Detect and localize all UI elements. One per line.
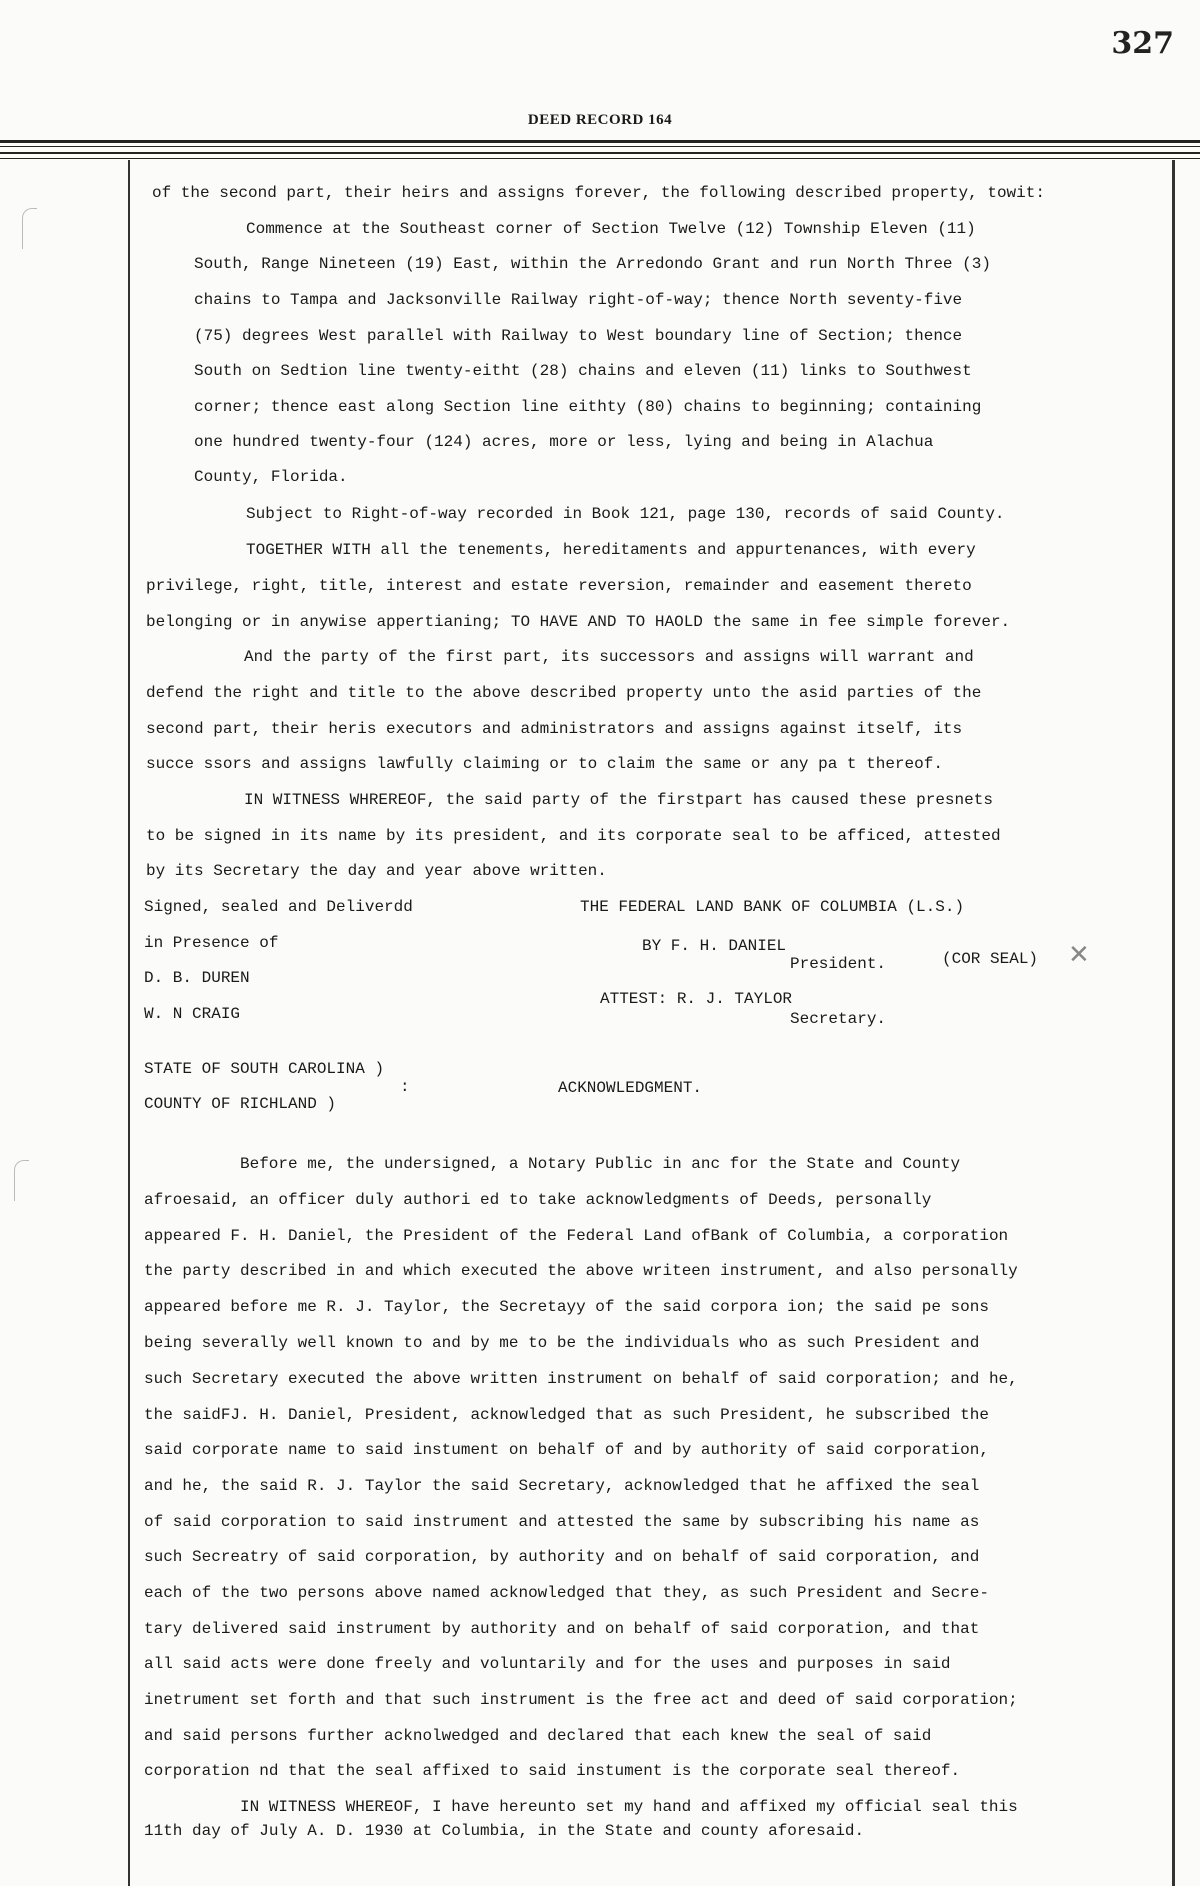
margin-bracket-mark <box>22 208 37 249</box>
header-rule <box>0 146 1200 147</box>
header-rule <box>0 152 1200 154</box>
acknowledgment-line: each of the two persons above named acknowledged that they, as such President and Secre- <box>144 1584 989 1602</box>
acknowledgment-line: afroesaid, an officer duly authori ed to take acknowledgments of Deeds, personally <box>144 1191 932 1209</box>
attest-line: ATTEST: R. J. TAYLOR <box>600 990 793 1008</box>
acknowledgment-line: inetrument set forth and that such instrument is the free act and deed of said corporation; <box>144 1691 1018 1709</box>
record-title: DEED RECORD 164 <box>527 112 673 128</box>
description-line: defend the right and title to the above described property unto the asid parties of the <box>146 684 982 702</box>
witness-name: W. N CRAIG <box>144 1005 241 1023</box>
acknowledgment-line: and said persons further acknolwedged and declared that each knew the seal of said <box>144 1727 932 1745</box>
acknowledgment-line: corporation nd that the seal affixed to said instument is the corporate seal thereof. <box>144 1762 961 1780</box>
venue-state: STATE OF SOUTH CAROLINA ) <box>144 1060 385 1078</box>
signed-sealed-label: Signed, sealed and Deliverdd <box>144 898 413 916</box>
acknowledgment-line: the saidFJ. H. Daniel, President, acknowledged that as such President, he subscribed the <box>144 1406 989 1424</box>
description-line: corner; thence east along Section line eithty (80) chains to beginning; containing <box>194 398 982 416</box>
description-line: one hundred twenty-four (124) acres, more or less, lying and being in Alachua <box>194 433 934 451</box>
acknowledgment-line: Before me, the undersigned, a Notary Public in anc for the State and County <box>240 1155 961 1173</box>
acknowledgment-line: such Secreatry of said corporation, by authority and on behalf of said corporation, and <box>144 1548 980 1566</box>
description-line: chains to Tampa and Jacksonville Railway right-of-way; thence North seventy-five <box>194 291 963 309</box>
acknowledgment-line: tary delivered said instrument by authority and on behalf of said corporation, and that <box>144 1620 980 1638</box>
description-line: privilege, right, title, interest and estate reversion, remainder and easement thereto <box>146 577 972 595</box>
acknowledgment-line: of said corporation to said instrument and attested the same by subscribing his name as <box>144 1513 980 1531</box>
president-title: President. <box>790 955 887 973</box>
description-line: County, Florida. <box>194 468 348 486</box>
signatory-line: BY F. H. DANIEL <box>642 937 787 955</box>
acknowledgment-line: said corporate name to said instument on behalf of and by authority of said corporation, <box>144 1441 989 1459</box>
description-line: (75) degrees West parallel with Railway to West boundary line of Section; thence <box>194 327 963 345</box>
corporate-seal-label: (COR SEAL) <box>942 950 1039 968</box>
left-margin-line <box>128 160 130 1886</box>
description-line: TOGETHER WITH all the tenements, hereditaments and appurtenances, with every <box>246 541 976 559</box>
secretary-title: Secretary. <box>790 1010 887 1028</box>
acknowledgment-line: IN WITNESS WHEREOF, I have hereunto set my hand and affixed my official seal this <box>240 1798 1018 1816</box>
description-line: second part, their heris executors and administrators and assigns against itself, its <box>146 720 963 738</box>
venue-colon: : <box>400 1078 410 1096</box>
description-line: to be signed in its name by its president, and its corporate seal to be afficed, attested <box>146 827 1001 845</box>
description-line: South on Sedtion line twenty-eitht (28) chains and eleven (11) links to Southwest <box>194 362 972 380</box>
description-line: IN WITNESS WHREREOF, the said party of the firstpart has caused these presnets <box>244 791 993 809</box>
pen-x-mark: ✕ <box>1068 940 1090 970</box>
right-margin-line <box>1172 160 1175 1886</box>
acknowledgment-line: and he, the said R. J. Taylor the said Secretary, acknowledged that he affixed the seal <box>144 1477 980 1495</box>
description-line: by its Secretary the day and year above written. <box>146 862 607 880</box>
acknowledgment-line: being severally well known to and by me to be the individuals who as such President and <box>144 1334 980 1352</box>
acknowledgment-line: appeared F. H. Daniel, the President of the Federal Land ofBank of Columbia, a corporation <box>144 1227 1009 1245</box>
description-line: And the party of the first part, its successors and assigns will warrant and <box>244 648 974 666</box>
description-line: succe ssors and assigns lawfully claiming or to claim the same or any pa t thereof. <box>146 755 943 773</box>
acknowledgment-line: appeared before me R. J. Taylor, the Secretayy of the said corpora ion; the said pe sons <box>144 1298 989 1316</box>
description-line: South, Range Nineteen (19) East, within the Arredondo Grant and run North Three (3) <box>194 255 991 273</box>
margin-bracket-mark <box>14 1160 29 1201</box>
acknowledgment-heading: ACKNOWLEDGMENT. <box>558 1079 703 1097</box>
header-rule <box>0 158 1200 159</box>
bank-name: THE FEDERAL LAND BANK OF COLUMBIA (L.S.) <box>580 898 965 916</box>
header-rule <box>0 140 1200 143</box>
acknowledgment-line: such Secretary executed the above written instrument on behalf of said corporation; and he, <box>144 1370 1018 1388</box>
description-line: Commence at the Southeast corner of Section Twelve (12) Township Eleven (11) <box>246 220 976 238</box>
witness-name: D. B. DUREN <box>144 969 250 987</box>
venue-county: COUNTY OF RICHLAND ) <box>144 1095 337 1113</box>
in-presence-label: in Presence of <box>144 934 279 952</box>
description-line: Subject to Right-of-way recorded in Book 121, page 130, records of said County. <box>246 505 1005 523</box>
acknowledgment-line: all said acts were done freely and voluntarily and for the uses and purposes in said <box>144 1655 951 1673</box>
description-line: belonging or in anywise appertianing; TO HAVE AND TO HAOLD the same in fee simple forever. <box>146 613 1011 631</box>
description-line: of the second part, their heirs and assigns forever, the following described property, towit: <box>152 184 1045 202</box>
acknowledgment-line: the party described in and which executed the above writeen instrument, and also personally <box>144 1262 1018 1280</box>
page-number: 327 <box>1111 26 1174 61</box>
acknowledgment-line: 11th day of July A. D. 1930 at Columbia, in the State and county aforesaid. <box>144 1822 865 1840</box>
